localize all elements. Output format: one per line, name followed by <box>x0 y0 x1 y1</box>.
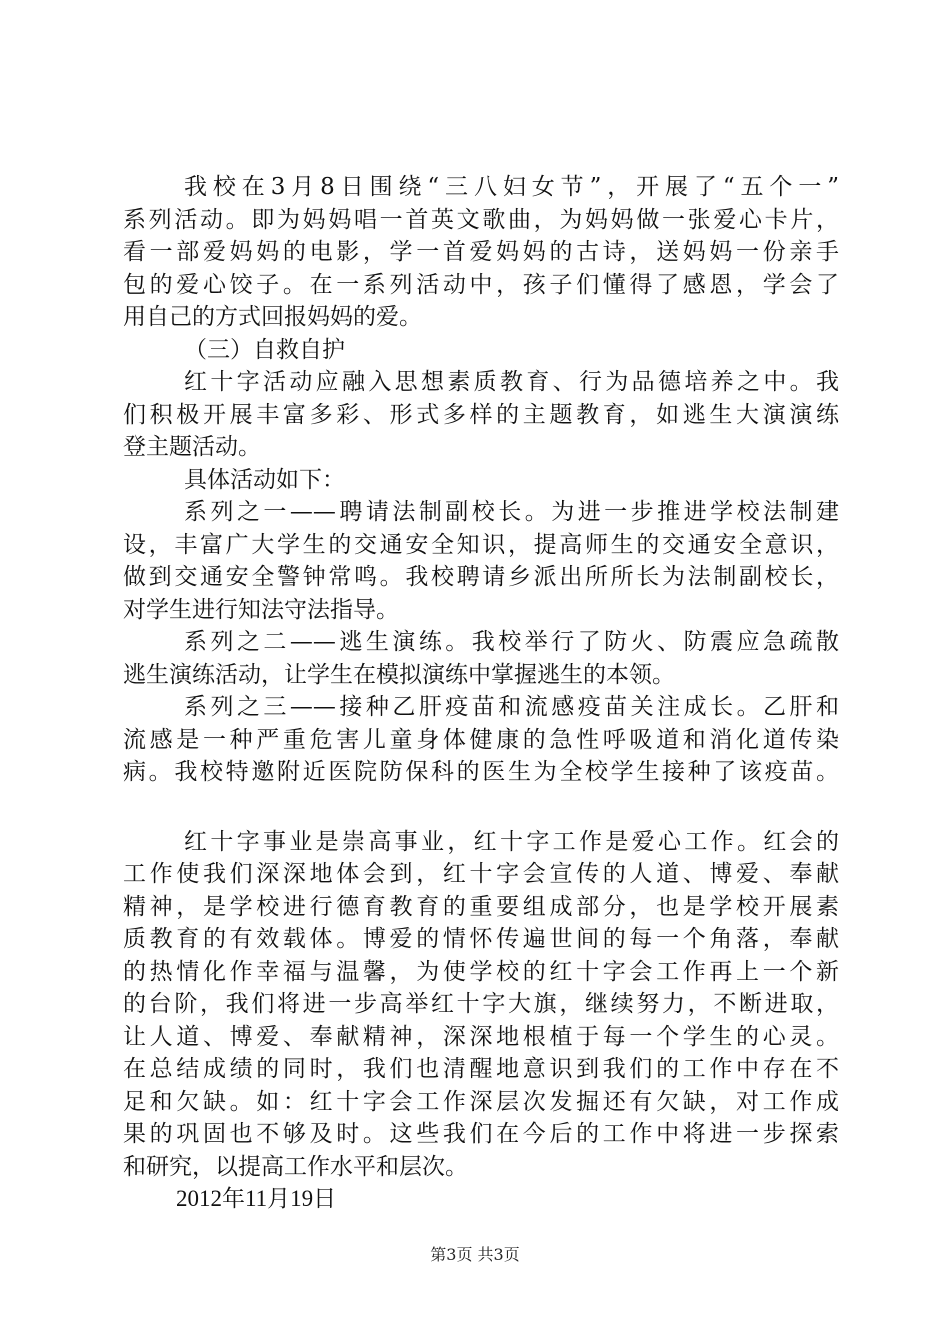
page-footer: 第3页 共3页 <box>430 1245 520 1264</box>
document-date: 2012年11月19日 <box>176 1186 337 1211</box>
paragraph-line: 系列活动。即为妈妈唱一首英文歌曲，为妈妈做一张爱心卡片， <box>123 206 839 233</box>
paragraph-line: 看一部爱妈妈的电影，学一首爱妈妈的古诗，送妈妈一份亲手 <box>123 239 839 265</box>
paragraph-line: 在总结成绩的同时，我们也清醒地意识到我们的工作中存在不 <box>123 1056 839 1082</box>
paragraph-line: 红十字事业是崇高事业，红十字工作是爱心工作。红会的 <box>184 828 839 855</box>
paragraph-line: 设，丰富广大学生的交通安全知识，提高师生的交通安全意识， <box>123 531 839 558</box>
paragraph-line: 用自己的方式回报妈妈的爱。 <box>123 304 422 330</box>
paragraph-line: 质教育的有效载体。博爱的情怀传遍世间的每一个角落，奉献 <box>123 926 839 952</box>
paragraph-line: 包的爱心饺子。在一系列活动中，孩子们懂得了感恩，学会了 <box>123 271 839 298</box>
paragraph-line: 系列之二——逃生演练。我校举行了防火、防震应急疏散 <box>184 629 839 655</box>
document-body <box>123 171 839 1216</box>
paragraph-line: 果的巩固也不够及时。这些我们在今后的工作中将进一步探索 <box>123 1121 839 1147</box>
paragraph-line: 登主题活动。 <box>123 434 261 460</box>
paragraph-line: 流感是一种严重危害儿童身体健康的急性呼吸道和消化道传染 <box>123 726 839 753</box>
paragraph-gap <box>123 789 839 826</box>
paragraph-line: 我校在3月8日围绕“三八妇女节”，开展了“五个一” <box>184 174 839 200</box>
paragraph-line: 系列之一——聘请法制副校长。为进一步推进学校法制建 <box>184 499 839 525</box>
paragraph-line: 的热情化作幸福与温馨，为使学校的红十字会工作再上一个新 <box>123 958 839 985</box>
paragraph-line: 病。我校特邀附近医院防保科的医生为全校学生接种了该疫苗。 <box>123 759 839 785</box>
paragraph-line: 红十字活动应融入思想素质教育、行为品德培养之中。我 <box>184 369 839 395</box>
paragraph-line: 做到交通安全警钟常鸣。我校聘请乡派出所所长为法制副校长， <box>123 564 839 590</box>
paragraph-line: 和研究，以提高工作水平和层次。 <box>123 1153 468 1180</box>
paragraph-line: 的台阶，我们将进一步高举红十字大旗，继续努力，不断进取， <box>123 991 839 1017</box>
paragraph-line: 对学生进行知法守法指导。 <box>123 596 399 623</box>
paragraph-line: 精神，是学校进行德育教育的重要组成部分，也是学校开展素 <box>123 893 839 920</box>
paragraph-line: 工作使我们深深地体会到，红十字会宣传的人道、博爱、奉献 <box>123 861 839 887</box>
section-heading: （三）自救自护 <box>184 336 345 363</box>
paragraph-line: 们积极开展丰富多彩、形式多样的主题教育，如逃生大演演练 <box>123 401 839 428</box>
paragraph-line: 足和欠缺。如：红十字会工作深层次发掘还有欠缺，对工作成 <box>123 1088 839 1115</box>
paragraph-line: 让人道、博爱、奉献精神，深深地根植于每一个学生的心灵。 <box>123 1023 839 1050</box>
paragraph-line: 系列之三——接种乙肝疫苗和流感疫苗关注成长。乙肝和 <box>184 694 839 720</box>
paragraph-line: 逃生演练活动，让学生在模拟演练中掌握逃生的本领。 <box>123 661 675 688</box>
activity-intro: 具体活动如下： <box>184 466 345 493</box>
